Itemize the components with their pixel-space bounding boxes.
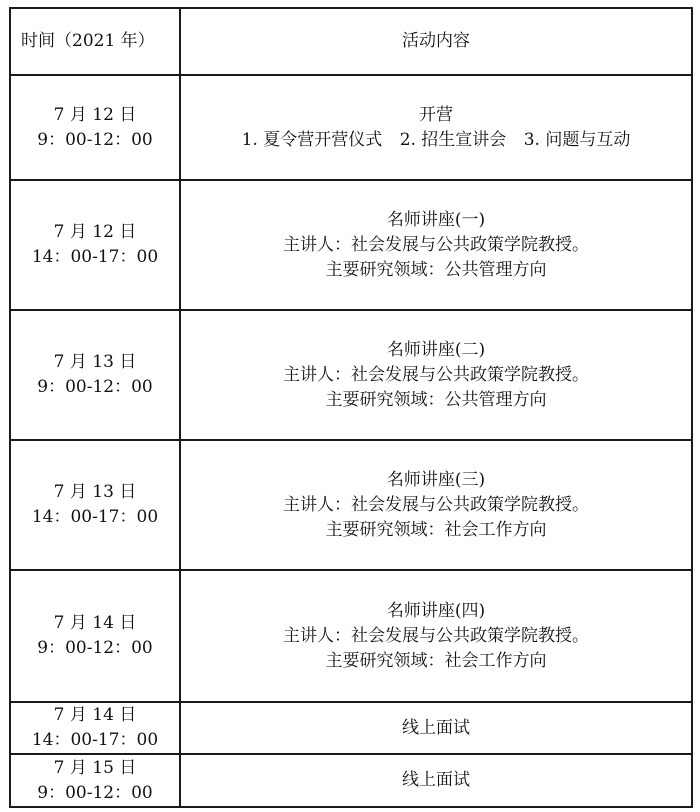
- table-row: [10, 702, 692, 754]
- activity-title: 名师讲座(二): [386, 339, 486, 360]
- time-text: 9：00-12：00: [37, 638, 153, 658]
- time-text: 9：00-12：00: [37, 782, 153, 803]
- agenda-item: 1. 夏令营开营仪式: [241, 129, 383, 150]
- field-text: 主要研究领域：公共管理方向: [325, 259, 547, 280]
- time-cell: [10, 180, 180, 310]
- date-text: 7 月 13 日: [53, 352, 137, 372]
- content-cell: [180, 702, 692, 754]
- activity-title: 线上面试: [402, 770, 470, 790]
- content-cell: [180, 570, 692, 702]
- table-row: [10, 310, 692, 440]
- speaker-text: 主讲人：社会发展与公共政策学院教授。: [283, 234, 589, 255]
- table-row: [10, 75, 692, 180]
- time-cell: [10, 702, 180, 754]
- date-text: 7 月 15 日: [53, 757, 137, 778]
- time-cell: [10, 440, 180, 570]
- date-text: 7 月 14 日: [53, 705, 137, 725]
- date-text: 7 月 14 日: [53, 613, 137, 633]
- time-text: 14：00-17：00: [31, 730, 159, 750]
- field-text: 主要研究领域：社会工作方向: [325, 650, 547, 671]
- content-cell: [180, 310, 692, 440]
- agenda-item: 2. 招生宣讲会: [399, 129, 507, 150]
- speaker-text: 主讲人：社会发展与公共政策学院教授。: [283, 625, 589, 646]
- content-cell: [180, 75, 692, 180]
- speaker-text: 主讲人：社会发展与公共政策学院教授。: [283, 494, 589, 515]
- date-text: 7 月 13 日: [53, 482, 137, 502]
- content-cell: [180, 180, 692, 310]
- agenda-item: 3. 问题与互动: [523, 129, 631, 150]
- date-text: 7 月 12 日: [53, 104, 137, 125]
- header-content-cell: [180, 8, 692, 75]
- date-text: 7 月 12 日: [53, 222, 137, 242]
- table-row: [10, 440, 692, 570]
- content-cell: [180, 440, 692, 570]
- activity-title: 名师讲座(四): [386, 600, 486, 621]
- field-text: 主要研究领域：社会工作方向: [325, 519, 547, 540]
- time-cell: [10, 754, 180, 807]
- time-text: 9：00-12：00: [37, 129, 153, 150]
- activity-title: 名师讲座(一): [386, 209, 486, 230]
- field-text: 主要研究领域：公共管理方向: [325, 389, 547, 410]
- time-text: 14：00-17：00: [31, 247, 159, 267]
- time-cell: [10, 75, 180, 180]
- schedule-table: [9, 7, 693, 808]
- agenda-list: [181, 128, 691, 153]
- table-header-row: [10, 8, 692, 75]
- activity-title: 名师讲座(三): [386, 469, 486, 490]
- table-row: [10, 570, 692, 702]
- header-content-label: 活动内容: [402, 31, 470, 51]
- time-text: 14：00-17：00: [31, 507, 159, 527]
- speaker-text: 主讲人：社会发展与公共政策学院教授。: [283, 364, 589, 385]
- table-row: [10, 180, 692, 310]
- time-text: 9：00-12：00: [37, 377, 153, 397]
- time-cell: [10, 310, 180, 440]
- header-time-label: 时间（2021 年）: [21, 31, 155, 51]
- content-cell: [180, 754, 692, 807]
- activity-title: 线上面试: [402, 717, 470, 738]
- header-time-cell: [10, 8, 180, 75]
- time-cell: [10, 570, 180, 702]
- table-row: [10, 754, 692, 807]
- activity-title: 开营: [419, 104, 453, 125]
